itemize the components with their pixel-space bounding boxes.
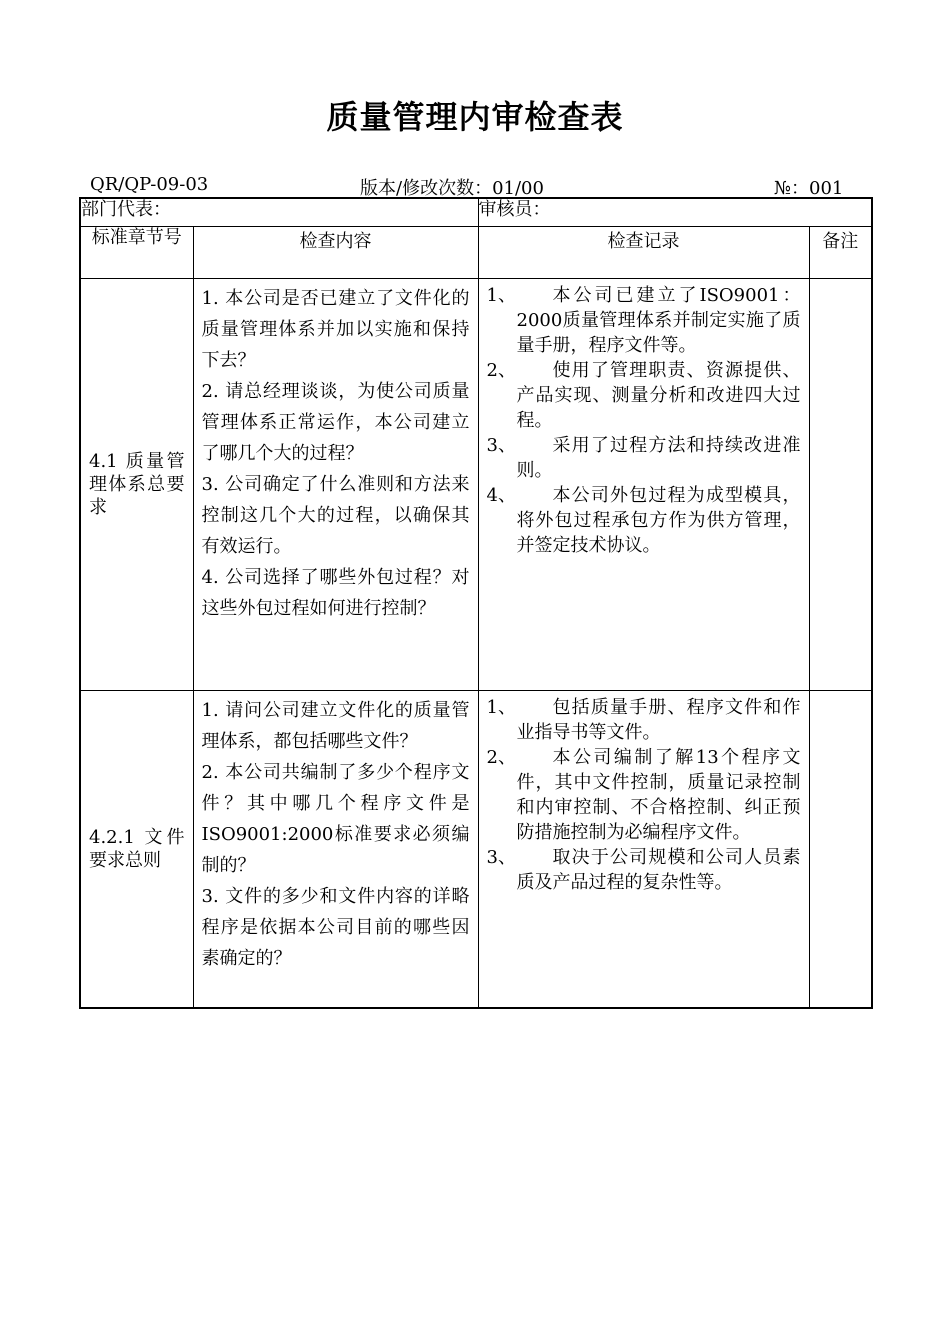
note-cell[interactable] [809,279,872,691]
record-item [487,433,801,483]
record-text: 使用了管理职责、资源提供、产品实现、测量分析和改进四大过程。 [516,360,801,431]
content-item: 1. 请问公司建立文件化的质量管理体系，都包括哪些文件？ [201,700,470,752]
content-item: 1. 本公司是否已建立了文件化的质量管理体系并加以实施和保持下去？ [201,288,470,371]
record-number: 2、 [486,360,516,381]
version-label: 版本/修改次数：01/00 [360,178,544,199]
record-item [487,358,801,433]
content-item: 2. 请总经理谈谈，为使公司质量管理体系正常运作，本公司建立了哪几个大的过程？ [201,381,470,464]
audit-checklist-table [79,197,873,1009]
content-item: 3. 文件的多少和文件内容的详略程序是依据本公司目前的哪些因素确定的？ [201,886,470,969]
content-item: 4. 公司选择了哪些外包过程？对这些外包过程如何进行控制？ [201,567,470,619]
record-number: 3、 [486,847,516,868]
record-text: 本公司已建立了ISO9001：2000质量管理体系并制定实施了质量手册，程序文件等。 [516,285,801,356]
record-number: 1、 [486,285,516,306]
table-row [80,691,872,1008]
header-content: 检查内容 [193,227,478,279]
section-cell: 4.2.1 文件要求总则 [80,691,193,1008]
record-number: 2、 [486,747,516,768]
record-item [487,483,801,558]
section-cell: 4.1 质量管理体系总要求 [80,279,193,691]
content-item: 2. 本公司共编制了多少个程序文件？其中哪几个程序文件是ISO9001:2000标准要求必须编制的？ [201,762,470,876]
record-text: 本公司外包过程为成型模具，将外包过程承包方作为供方管理，并签定技术协议。 [516,485,801,556]
content-item: 3. 公司确定了什么准则和方法来控制这几个大的过程，以确保其有效运行。 [201,474,470,557]
record-number: 4、 [486,485,516,506]
record-item [487,283,801,358]
table-row [80,279,872,691]
content-cell [193,279,478,691]
content-cell [193,691,478,1008]
record-text: 包括质量手册、程序文件和作业指导书等文件。 [516,697,801,743]
form-number: №：001 [774,178,844,199]
record-cell [478,691,809,1008]
auditor-field[interactable]: 审核员： [478,198,872,227]
record-number: 3、 [486,435,516,456]
record-text: 本公司编制了解13个程序文件，其中文件控制，质量记录控制和内审控制、不合格控制、纠正预防措施控制为必编程序文件。 [516,747,801,843]
record-item [487,845,801,895]
record-item [487,695,801,745]
note-cell[interactable] [809,691,872,1008]
header-section: 标准章节号 [80,227,193,279]
header-note: 备注 [809,227,872,279]
table-header-row [80,227,872,279]
form-code: QR/QP-09-03 [90,174,209,195]
dept-rep-field[interactable]: 部门代表： [80,198,478,227]
record-text: 取决于公司规模和公司人员素质及产品过程的复杂性等。 [516,847,801,893]
header-record: 检查记录 [478,227,809,279]
record-text: 采用了过程方法和持续改进准则。 [516,435,801,481]
page-title: 质量管理内审检查表 [326,98,624,136]
record-cell [478,279,809,691]
signature-row [80,198,872,227]
record-number: 1、 [486,697,516,718]
record-item [487,745,801,845]
